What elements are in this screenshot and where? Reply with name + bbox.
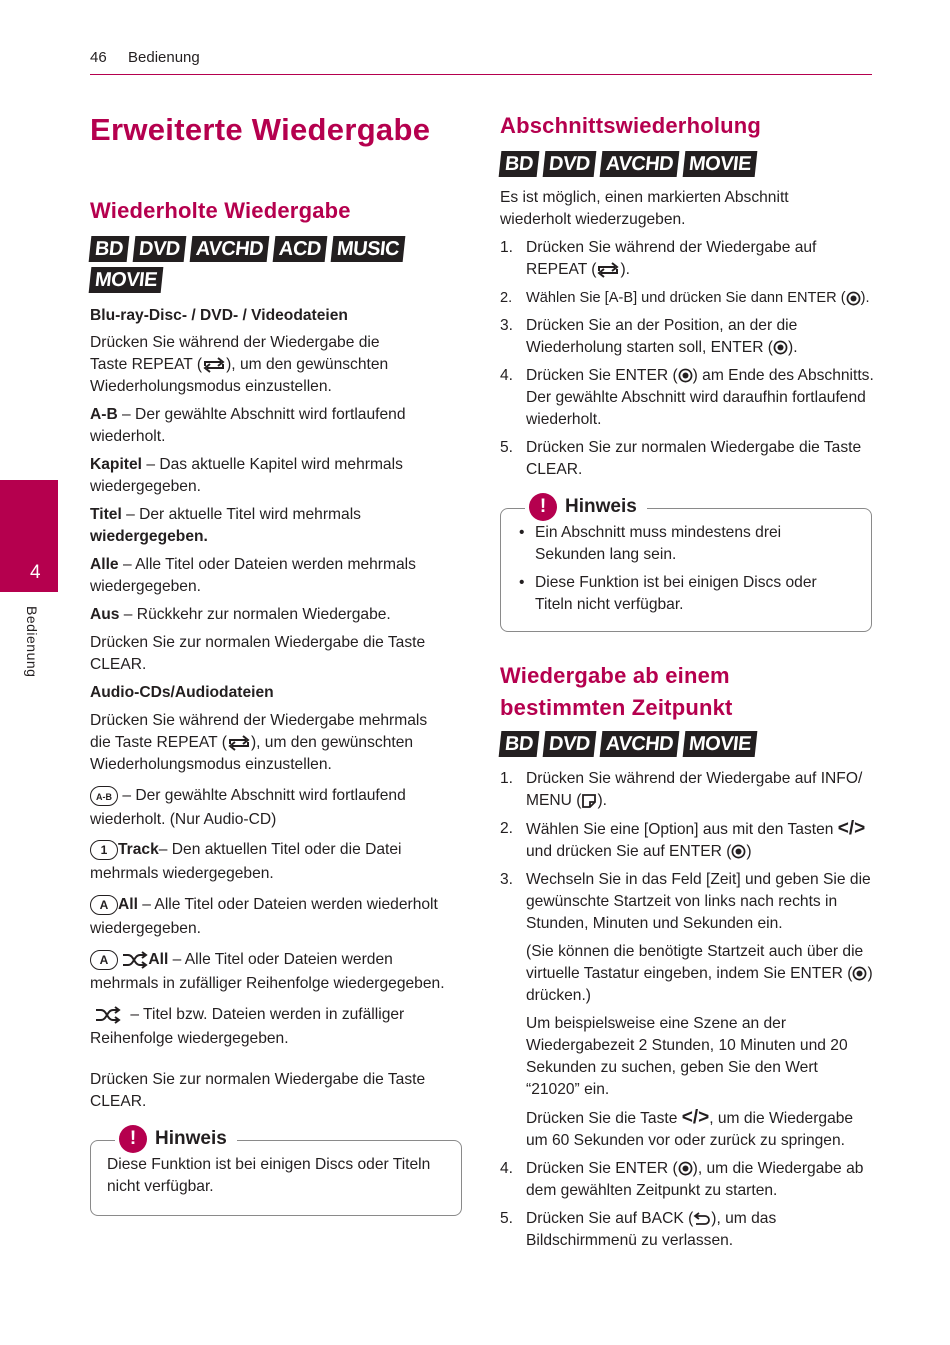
text: Drücken Sie an der Position, an der die Wiederholung starten soll, ENTER ( bbox=[526, 317, 798, 356]
mode-aus bbox=[90, 604, 450, 626]
steps-ab bbox=[500, 237, 875, 487]
arrow-keys-icon: </> bbox=[837, 818, 866, 839]
text: – Das aktuelle Kapitel wird mehrmals wiedergegeben. bbox=[90, 456, 403, 495]
label: All bbox=[148, 951, 169, 968]
mode-audio-all bbox=[90, 893, 465, 941]
repeat-all-icon bbox=[90, 950, 118, 970]
badge-acd: ACD bbox=[272, 236, 327, 262]
step-number: 1. bbox=[500, 770, 514, 787]
text: Drücken Sie zur normalen Wiedergabe die Taste CLEAR. bbox=[526, 439, 862, 478]
section-title: Bedienung bbox=[128, 49, 200, 66]
text: – Titel bzw. Dateien werden in zufälliger Reihenfolge wiedergegeben. bbox=[90, 1006, 405, 1047]
text: ), um den gewünschten Wiederholungsmodus einzustellen. bbox=[90, 734, 414, 773]
heading-line: bestimmten Zeitpunkt bbox=[500, 695, 733, 720]
badge-bd: BD bbox=[499, 731, 540, 757]
enter-icon bbox=[678, 368, 693, 383]
chapter-number: 4 bbox=[30, 562, 41, 583]
repeat-ab-icon bbox=[90, 786, 118, 806]
badge-movie: MOVIE bbox=[682, 731, 757, 757]
text: – Alle Titel oder Dateien werden wiederholt wiedergegeben. bbox=[90, 896, 438, 937]
label: Kapitel bbox=[90, 456, 142, 473]
badge-avchd: AVCHD bbox=[599, 731, 679, 757]
note-title bbox=[115, 1125, 237, 1153]
repeat-icon bbox=[227, 735, 251, 751]
enter-icon bbox=[852, 966, 867, 981]
text: ), um die Wiedergabe ab dem gewählten Zeitpunkt zu starten. bbox=[526, 1160, 864, 1199]
enter-icon bbox=[773, 340, 788, 355]
paragraph-repeat-video bbox=[90, 332, 420, 398]
step-number: 1. bbox=[500, 239, 514, 256]
arrow-keys-icon: </> bbox=[681, 1107, 710, 1128]
chapter-label: Bedienung bbox=[24, 606, 40, 678]
subheading-audio: Audio-CDs/Audiodateien bbox=[90, 684, 274, 701]
label: Alle bbox=[90, 556, 119, 573]
info-menu-icon bbox=[581, 793, 597, 809]
text: – Der gewählte Abschnitt wird fortlaufend wiederholt. bbox=[90, 406, 406, 445]
badge-bd: BD bbox=[89, 236, 130, 262]
text: Drücken Sie auf BACK ( bbox=[526, 1210, 694, 1227]
step-number: 2. bbox=[500, 290, 513, 306]
mode-alle bbox=[90, 554, 440, 598]
list-item: • Diese Funktion ist bei einigen Discs oder Titeln nicht verfügbar. bbox=[515, 572, 845, 616]
subheading-video: Blu-ray-Disc- / DVD- / Videodateien bbox=[90, 307, 348, 324]
shuffle-icon bbox=[90, 1006, 126, 1024]
list-item bbox=[500, 365, 875, 431]
enter-icon bbox=[731, 844, 746, 859]
step-number: 5. bbox=[500, 1210, 514, 1227]
text: ) am Ende des Abschnitts. Der gewählte Abschnitt wird daraufhin fortlaufend wiederholt. bbox=[526, 367, 874, 428]
list-item bbox=[500, 237, 875, 281]
step-number: 2. bbox=[500, 820, 514, 837]
shuffle-icon bbox=[122, 951, 148, 969]
note-label: Hinweis bbox=[155, 1128, 227, 1149]
text: Drücken Sie während der Wiedergabe mehrmals die Taste REPEAT ( bbox=[90, 712, 428, 751]
sub-paragraph: Um beispielsweise eine Szene an der Wiedergabezeit 2 Stunden, 10 Minuten und 20 Sekunden zu suchen, geben Sie den Wert “21020” ein. bbox=[526, 1015, 848, 1098]
disc-badges bbox=[500, 731, 756, 757]
list-item bbox=[500, 437, 875, 481]
step-number: 4. bbox=[500, 1160, 514, 1177]
badge-dvd: DVD bbox=[133, 236, 186, 262]
text: – Rückkehr zur normalen Wiedergabe. bbox=[119, 606, 391, 623]
badge-bd: BD bbox=[499, 151, 540, 177]
disc-badges bbox=[90, 236, 420, 293]
text: – Der gewählte Abschnitt wird fortlaufend wiederholt. (Nur Audio-CD) bbox=[90, 787, 406, 828]
chapter-tab bbox=[0, 480, 58, 592]
text: Drücken Sie während der Wiedergabe auf REPEAT ( bbox=[526, 239, 817, 278]
step-number: 5. bbox=[500, 439, 514, 456]
mode-audio-shuffle bbox=[90, 1003, 450, 1051]
list-item bbox=[500, 768, 875, 812]
label: Titel bbox=[90, 506, 122, 523]
list-item bbox=[500, 869, 875, 1152]
section-heading-ab: Abschnittswiederholung bbox=[500, 113, 762, 138]
text: ), um das Bildschirmmenü zu verlassen. bbox=[526, 1210, 777, 1249]
text: ). bbox=[597, 792, 607, 809]
list-item bbox=[500, 1158, 875, 1202]
disc-badges bbox=[500, 151, 756, 177]
mode-kapitel bbox=[90, 454, 440, 498]
enter-icon bbox=[678, 1161, 693, 1176]
page-number: 46 bbox=[90, 49, 107, 66]
step-number: 3. bbox=[500, 317, 514, 334]
list-item bbox=[500, 315, 875, 359]
badge-music: MUSIC bbox=[330, 236, 405, 262]
text: ). bbox=[860, 290, 870, 306]
badge-avchd: AVCHD bbox=[599, 151, 679, 177]
icon-text: A-B bbox=[96, 791, 112, 802]
section-heading-repeat: Wiederholte Wiedergabe bbox=[90, 198, 351, 223]
label: Track bbox=[118, 841, 159, 858]
text: Drücken Sie während der Wiedergabe auf INFO/ MENU ( bbox=[526, 770, 863, 809]
clear-instruction-audio: Drücken Sie zur normalen Wiedergabe die Taste CLEAR. bbox=[90, 1071, 426, 1110]
intro-text: Es ist möglich, einen markierten Abschnitt wiederholt wiederzugeben. bbox=[500, 189, 789, 228]
sub-paragraph bbox=[526, 941, 875, 1007]
text: Drücken Sie ENTER ( bbox=[526, 1160, 678, 1177]
text: ) drücken.) bbox=[526, 965, 873, 1004]
repeat-icon bbox=[596, 262, 620, 278]
text: – Alle Titel oder Dateien werden mehrmals wiedergegeben. bbox=[90, 556, 416, 595]
back-icon bbox=[693, 1211, 711, 1226]
text: und drücken Sie auf ENTER ( bbox=[526, 843, 732, 860]
repeat-all-icon bbox=[90, 895, 118, 915]
text: Wählen Sie [A-B] und drücken Sie dann ENTER ( bbox=[526, 290, 846, 306]
text: ) bbox=[746, 843, 752, 860]
text: ). bbox=[620, 261, 631, 278]
badge-movie: MOVIE bbox=[682, 151, 757, 177]
repeat-icon bbox=[202, 357, 226, 373]
badge-avchd: AVCHD bbox=[189, 236, 269, 262]
badge-dvd: DVD bbox=[543, 731, 596, 757]
list-item bbox=[500, 818, 875, 863]
mode-ab bbox=[90, 404, 440, 448]
step-number: 4. bbox=[500, 367, 514, 384]
text: – Den aktuellen Titel oder die Datei mehrmals wiedergegeben. bbox=[90, 841, 402, 882]
exclamation-icon: ! bbox=[529, 493, 557, 521]
text: (Sie können die benötigte Startzeit auch über die virtuelle Tastatur eingeben, indem Sie ENTER ( bbox=[526, 943, 864, 982]
icon-text: A bbox=[99, 952, 109, 967]
list-item: • Ein Abschnitt muss mindestens drei Sekunden lang sein. bbox=[515, 522, 845, 566]
enter-icon bbox=[846, 291, 861, 306]
text: ). bbox=[788, 339, 798, 356]
steps-time bbox=[500, 768, 875, 1258]
icon-text: 1 bbox=[100, 842, 108, 857]
mode-titel bbox=[90, 504, 440, 548]
note-title bbox=[525, 493, 647, 521]
text: ), um den gewünschten Wiederholungsmodus einzustellen. bbox=[90, 356, 389, 395]
text: Wechseln Sie in das Feld [Zeit] und geben Sie die gewünschte Startzeit von links nach rechts in Stunden, Minuten und Sekunden ein. bbox=[526, 871, 871, 932]
page-header bbox=[90, 48, 872, 75]
mode-audio-all-shuffle bbox=[90, 948, 465, 996]
text: Drücken Sie ENTER ( bbox=[526, 367, 678, 384]
label: A-B bbox=[90, 406, 118, 423]
badge-dvd: DVD bbox=[543, 151, 596, 177]
note-list bbox=[515, 522, 845, 622]
list-item bbox=[500, 1208, 875, 1252]
label: Aus bbox=[90, 606, 120, 623]
page-title: Erweiterte Wiedergabe bbox=[90, 112, 431, 147]
note-label: Hinweis bbox=[565, 496, 637, 517]
exclamation-icon: ! bbox=[119, 1125, 147, 1153]
mode-audio-track bbox=[90, 838, 450, 886]
paragraph-repeat-audio bbox=[90, 710, 450, 776]
text: – Der aktuelle Titel wird mehrmals bbox=[121, 506, 361, 523]
text: Wählen Sie eine [Option] aus mit den Tasten bbox=[526, 821, 838, 838]
note-box bbox=[500, 496, 872, 632]
badge-movie: MOVIE bbox=[89, 267, 164, 293]
step-number: 3. bbox=[500, 871, 514, 888]
clear-instruction: Drücken Sie zur normalen Wiedergabe die Taste CLEAR. bbox=[90, 634, 426, 673]
text: Drücken Sie die Taste bbox=[526, 1110, 682, 1127]
mode-audio-ab bbox=[90, 784, 450, 832]
note-text: Diese Funktion ist bei einigen Discs oder Titeln nicht verfügbar. bbox=[107, 1156, 431, 1195]
text: – Alle Titel oder Dateien werden mehrmals in zufälliger Reihenfolge wiedergegeben. bbox=[90, 951, 445, 992]
label: All bbox=[118, 896, 138, 913]
sub-paragraph bbox=[526, 1107, 875, 1152]
text: , um die Wiedergabe um 60 Sekunden vor oder zurück zu springen. bbox=[526, 1110, 854, 1149]
list-item bbox=[500, 287, 875, 309]
icon-text: A bbox=[99, 897, 109, 912]
section-heading-time bbox=[500, 660, 733, 724]
text: Drücken Sie während der Wiedergabe die Taste REPEAT ( bbox=[90, 334, 380, 373]
heading-line: Wiedergabe ab einem bbox=[500, 663, 730, 688]
note-box bbox=[90, 1128, 462, 1216]
text-bold: wiedergegeben. bbox=[90, 528, 208, 545]
repeat-one-icon bbox=[90, 840, 118, 860]
